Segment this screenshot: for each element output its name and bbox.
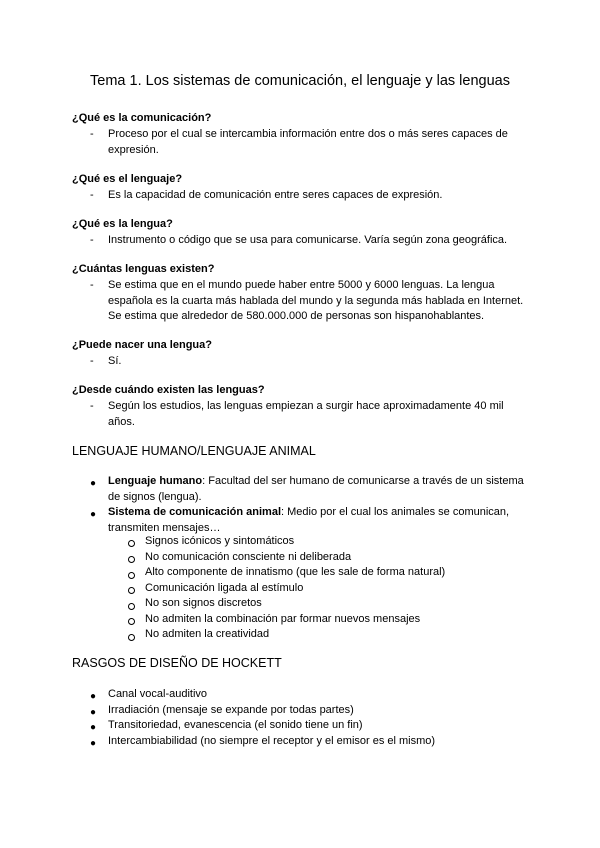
definition-human-language: : Facultad del ser humano de comunicarse a través de un sistema de signos (lengua). [108, 475, 524, 503]
page-title: Tema 1. Los sistemas de comunicación, el lenguaje y las lenguas [90, 73, 510, 89]
sublist-item: No comunicación consciente ni deliberada [145, 551, 352, 563]
list-item-animal-communication [108, 505, 538, 536]
answer-can-language-be-born: Sí. [108, 355, 122, 367]
bullet-marker: ● [90, 707, 97, 718]
sublist-item: Alto componente de innatismo (que les sale de forma natural) [145, 566, 446, 578]
sublist-item: Comunicación ligada al estímulo [145, 582, 304, 594]
dash-marker: - [90, 355, 94, 367]
hollow-bullet-icon [128, 603, 135, 610]
question-can-language-be-born: ¿Puede nacer una lengua? [72, 339, 212, 351]
hollow-bullet-icon [128, 540, 135, 547]
section-heading-hockett: RASGOS DE DISEÑO DE HOCKETT [72, 656, 282, 670]
term-animal-communication: Sistema de comunicación animal [108, 506, 282, 518]
list-item-hockett-feature: Transitoriedad, evanescencia (el sonido tiene un fin) [108, 719, 363, 731]
hollow-bullet-icon [128, 572, 135, 579]
question-language-faculty: ¿Qué es el lenguaje? [72, 173, 183, 185]
hollow-bullet-icon [128, 634, 135, 641]
question-communication: ¿Qué es la comunicación? [72, 112, 212, 124]
question-how-many-languages: ¿Cuántas lenguas existen? [72, 263, 215, 275]
hollow-bullet-icon [128, 587, 135, 594]
question-since-when: ¿Desde cuándo existen las lenguas? [72, 384, 265, 396]
question-language: ¿Qué es la lengua? [72, 218, 173, 230]
section-heading-human-animal: LENGUAJE HUMANO/LENGUAJE ANIMAL [72, 444, 316, 458]
bullet-marker: ● [90, 509, 97, 520]
sublist-item: No son signos discretos [145, 597, 262, 609]
sublist-item: No admiten la combinación par formar nuevos mensajes [145, 613, 421, 625]
list-item-human-language [108, 474, 538, 505]
list-item-hockett-feature: Intercambiabilidad (no siempre el receptor y el emisor es el mismo) [108, 735, 436, 747]
bullet-marker: ● [90, 738, 97, 749]
dash-marker: - [90, 128, 94, 140]
sublist-item: No admiten la creatividad [145, 628, 270, 640]
list-item-hockett-feature: Irradiación (mensaje se expande por todas partes) [108, 704, 354, 716]
hollow-bullet-icon [128, 618, 135, 625]
answer-language: Instrumento o código que se usa para comunicarse. Varía según zona geográfica. [108, 234, 508, 246]
sublist-item: Signos icónicos y sintomáticos [145, 535, 295, 547]
definition-animal-communication: : Medio por el cual los animales se comunican, transmiten mensajes… [108, 506, 510, 534]
dash-marker: - [90, 189, 94, 201]
dash-marker: - [90, 400, 94, 412]
bullet-marker: ● [90, 691, 97, 702]
bullet-marker: ● [90, 722, 97, 733]
term-human-language: Lenguaje humano [108, 475, 203, 487]
answer-communication: Proceso por el cual se intercambia información entre dos o más seres capaces de expresión. [108, 128, 508, 156]
dash-marker: - [90, 234, 94, 246]
answer-language-faculty: Es la capacidad de comunicación entre seres capaces de expresión. [108, 189, 443, 201]
answer-how-many-languages: Se estima que en el mundo puede haber entre 5000 y 6000 lenguas. La lengua española es la cuarta más hablada del mundo y la segunda más hablada en Internet. Se estima que alrededor de 580.000.000 de personas son hispanohablantes. [108, 279, 524, 322]
dash-marker: - [90, 279, 94, 291]
list-item-hockett-feature: Canal vocal-auditivo [108, 688, 208, 700]
hollow-bullet-icon [128, 556, 135, 563]
answer-since-when: Según los estudios, las lenguas empiezan a surgir hace aproximadamente 40 mil años. [108, 400, 504, 428]
bullet-marker: ● [90, 478, 97, 489]
